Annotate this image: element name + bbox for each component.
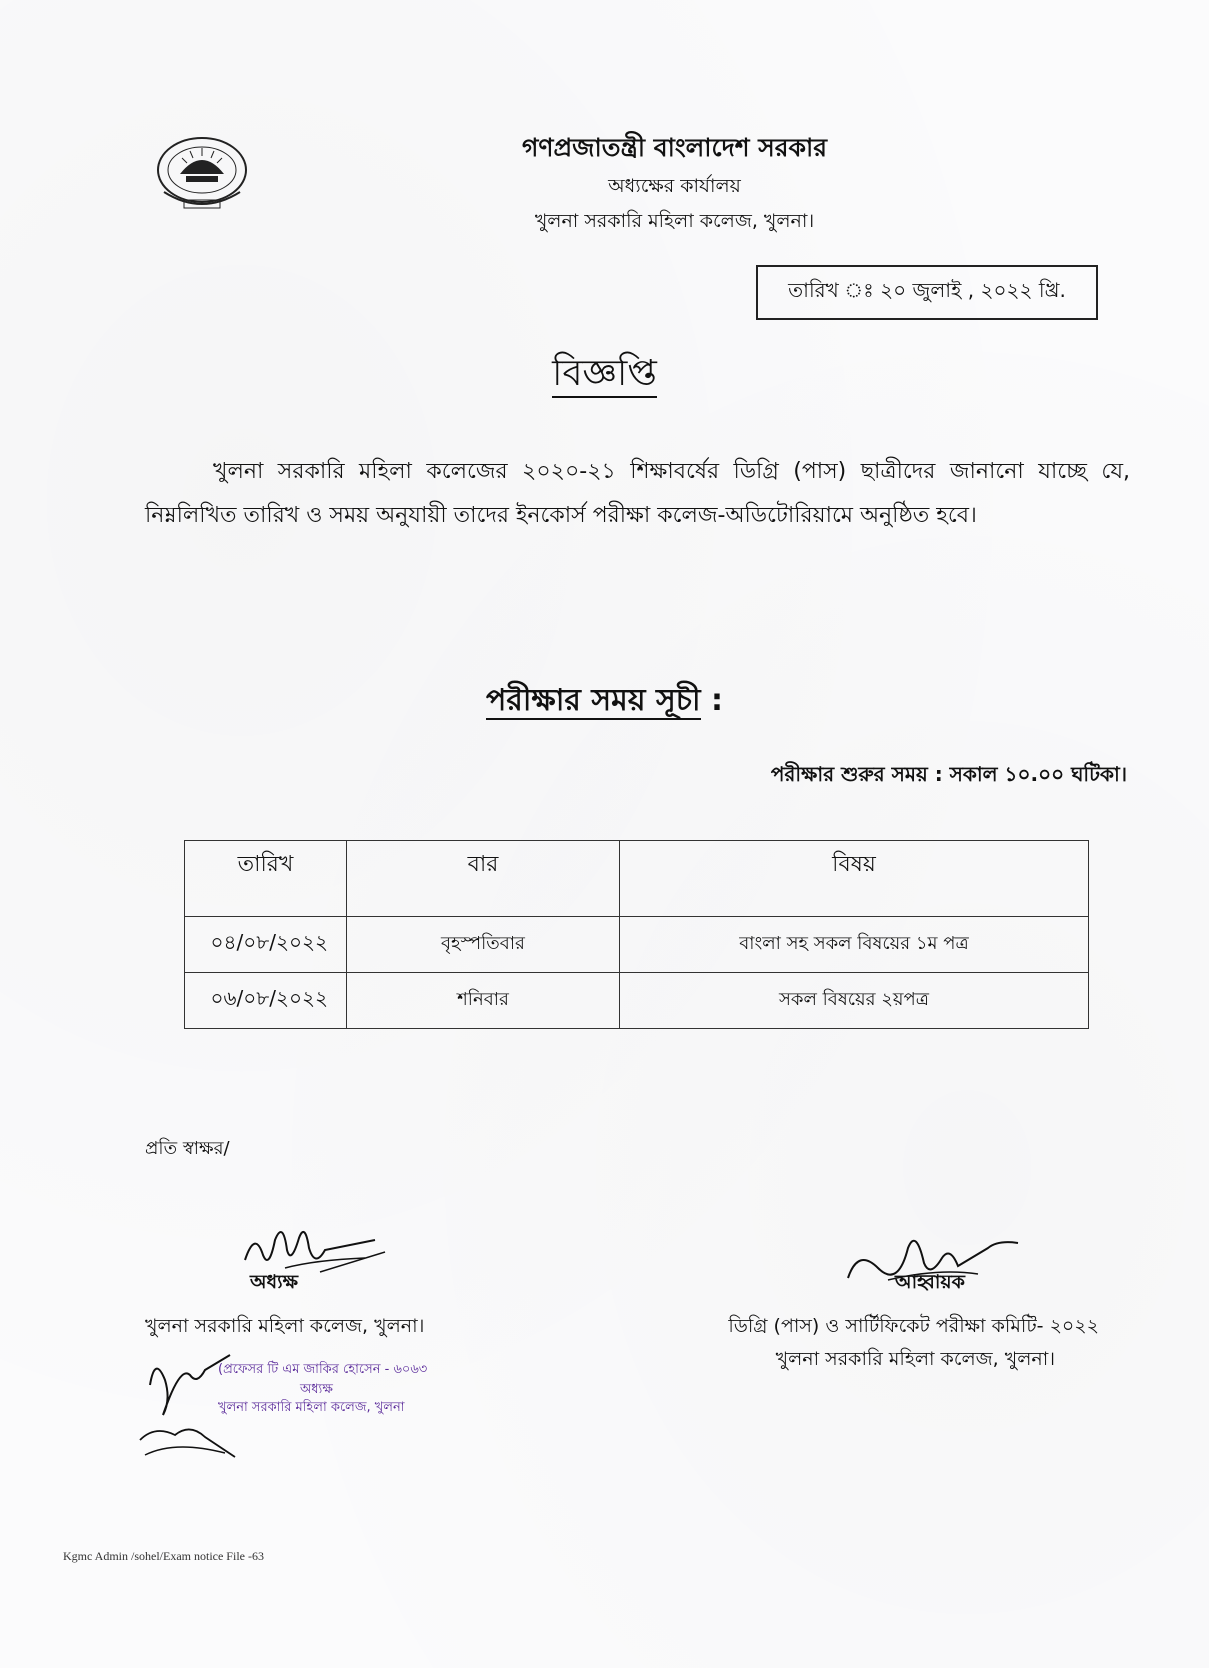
file-reference: Kgmc Admin /sohel/Exam notice File -63 (63, 1549, 264, 1563)
principal-college: খুলনা সরকারি মহিলা কলেজ, খুলনা। (145, 1315, 425, 1337)
schedule-title-colon: : (700, 683, 724, 718)
cell-day: বৃহস্পতিবার (347, 917, 620, 973)
schedule-heading (0, 676, 1209, 727)
notice-title-text: বিজ্ঞপ্তি (552, 353, 657, 398)
cell-subject: বাংলা সহ সকল বিষয়ের ১ম পত্র (620, 917, 1089, 973)
convener-college: খুলনা সরকারি মহিলা কলেজ, খুলনা। (775, 1348, 1055, 1370)
notice-body-text: খুলনা সরকারি মহিলা কলেজের ২০২০-২১ শিক্ষাবর্ষের ডিগ্রি (পাস) ছাত্রীদের জানানো যাচ্ছে যে, নিম্নলিখিত তারিখ ও সময় অনুযায়ী তাদের ইনকোর্স পরীক্ষা কলেজ-অডিটোরিয়ামে অনুষ্ঠিত হবে। (145, 459, 1130, 528)
cell-day: শনিবার (347, 973, 620, 1029)
office-name: অধ্যক্ষের কার্যালয় (608, 175, 741, 197)
table-header-row (185, 841, 1089, 917)
cell-subject: সকল বিষয়ের ২য়পত্র (620, 973, 1089, 1029)
countersign-label: প্রতি স্বাক্ষর/ (145, 1138, 230, 1159)
table-row (185, 917, 1089, 973)
government-title: গণপ্রজাতন্ত্রী বাংলাদেশ সরকার (522, 133, 827, 162)
exam-schedule-table (184, 840, 1089, 1029)
exam-start-time: পরীক্ষার শুরুর সময় : সকাল ১০.০০ ঘটিকা। (770, 762, 1127, 786)
table-row (185, 973, 1089, 1029)
stamp-principal-role: অধ্যক্ষ (300, 1382, 333, 1397)
notice-date-box (756, 265, 1098, 320)
principal-title: অধ্যক্ষ (250, 1271, 299, 1293)
cell-date: ০৬/০৮/২০২২ (185, 973, 347, 1029)
schedule-title: পরীক্ষার সময় সূচী (485, 683, 701, 718)
exam-committee: ডিগ্রি (পাস) ও সার্টিফিকেট পরীক্ষা কমিটি- ২০২২ (728, 1315, 1099, 1337)
stamp-college-name: খুলনা সরকারি মহিলা কলেজ, খুলনা (218, 1400, 405, 1415)
column-header-date: তারিখ (185, 841, 347, 917)
notice-title (0, 346, 1209, 406)
stamp-principal-name: (প্রফেসর টি এম জাকির হোসেন - ৬০৬৩ (218, 1362, 428, 1377)
notice-date: তারিখ ঃ ২০ জুলাই , ২০২২ খ্রি. (788, 278, 1066, 302)
cell-date: ০৪/০৮/২০২২ (185, 917, 347, 973)
college-name: খুলনা সরকারি মহিলা কলেজ, খুলনা। (534, 210, 815, 232)
column-header-day: বার (347, 841, 620, 917)
notice-body (145, 450, 1130, 538)
column-header-subject: বিষয় (620, 841, 1089, 917)
convener-title: আহ্বায়ক (895, 1271, 965, 1293)
